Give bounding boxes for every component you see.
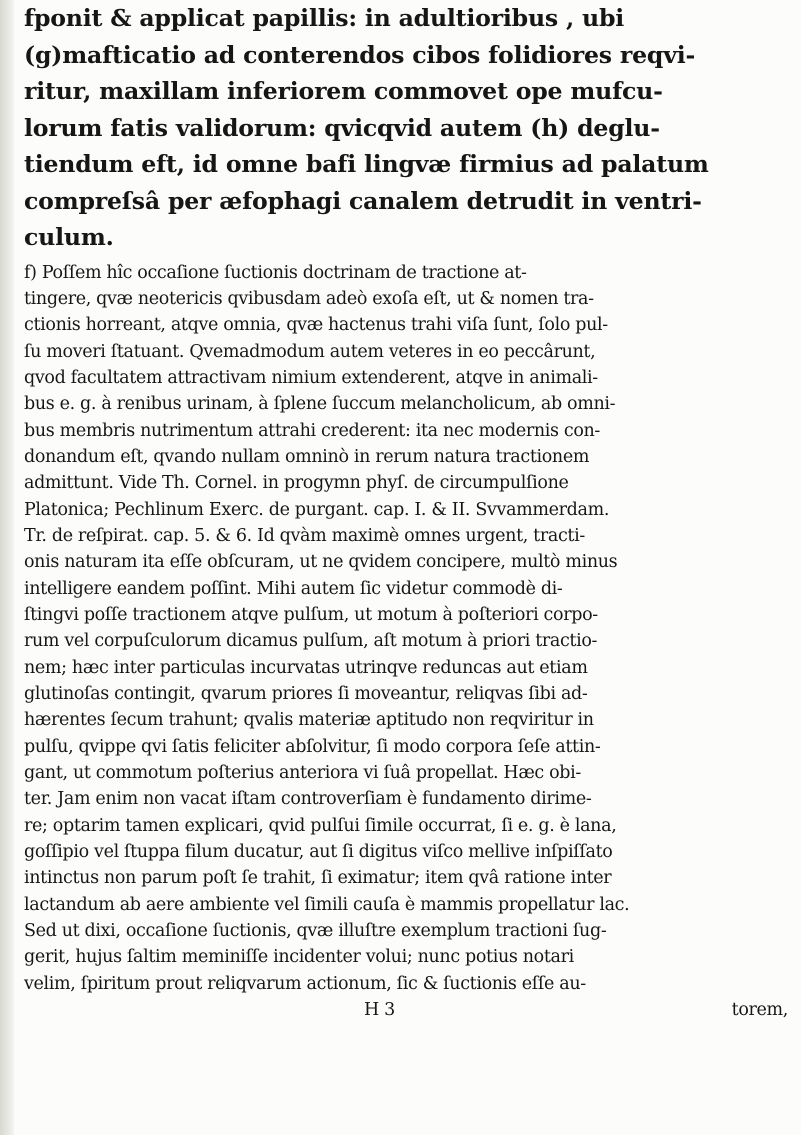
footnote-line: bus e. g. à renibus urinam, à ſplene ſuccum melancholicum, ab omni- xyxy=(24,394,616,415)
footnote-line: onis naturam ita eſſe obſcuram, ut ne qvidem concipere, multò minus xyxy=(24,552,618,573)
main-line: tiendum eft, id omne bafi lingvæ firmius ad palatum xyxy=(24,150,709,178)
footnote-line: re; optarim tamen explicari, qvid pulſui ſimile occurrat, ſi e. g. è lana, xyxy=(24,815,617,836)
footnote-line: Tr. de reſpirat. cap. 5. & 6. Id qvàm maximè omnes urgent, tracti- xyxy=(24,525,585,546)
footnote-line: ſu moveri ſtatuant. Qvemadmodum autem veteres in eo peccârunt, xyxy=(24,341,596,362)
footnote-line: hærentes ſecum trahunt; qvalis materiæ aptitudo non reqviritur in xyxy=(24,710,594,731)
footnote-line: nem; hæc inter particulas incurvatas utrinqve reduncas aut etiam xyxy=(24,657,588,678)
page-gutter-shadow xyxy=(0,0,14,1135)
footnote-line: tingere, qvæ neotericis qvibusdam adeò exoſa eſt, ut & nomen tra- xyxy=(24,288,594,309)
footnote-line: Platonica; Pechlinum Exerc. de purgant. cap. I. & II. Svvammerdam. xyxy=(24,499,610,520)
footnote-line: f) Poſſem hîc occaſione ſuctionis doctrinam de tractione at- xyxy=(24,262,527,283)
main-line: fponit & applicat papillis: in adultioribus , ubi xyxy=(24,4,625,32)
footnote-line: ter. Jam enim non vacat iſtam controverſiam è fundamento dirime- xyxy=(24,789,592,810)
footnote-line: ctionis horreant, atqve omnia, qvæ hactenus trahi viſa ſunt, ſolo pul- xyxy=(24,315,608,336)
main-line: compreſsâ per æfophagi canalem detrudit in ventri- xyxy=(24,186,702,215)
footnote-line: donandum eſt, qvando nullam omninò in rerum natura tractionem xyxy=(24,446,590,467)
catchword: torem, xyxy=(731,1000,788,1021)
footnote-line: ſtingvi poſſe tractionem atqve pulſum, ut motum à poſteriori corpo- xyxy=(24,604,598,625)
footnote-line: admittunt. Vide Th. Cornel. in progymn phyſ. de circumpulſione xyxy=(24,473,569,494)
footnote-paragraph xyxy=(14,260,794,1024)
footnote-line: gerit, hujus ſaltim meminiſſe incidenter volui; nunc potius notari xyxy=(24,947,574,968)
footnote-line: velim, ſpiritum prout reliqvarum actionum, ſic & ſuctionis eſſe au- xyxy=(24,973,586,994)
page-footer-line xyxy=(14,997,794,1023)
footnote-line: lactandum ab aere ambiente vel ſimili cauſa è mammis propellatur lac. xyxy=(24,894,630,915)
main-line: lorum fatis validorum: qvicqvid autem (h) deglu- xyxy=(24,113,660,142)
footnote-line: Sed ut dixi, occaſione ſuctionis, qvæ illuſtre exemplum tractioni ſug- xyxy=(24,921,607,942)
main-line: ritur, maxillam inferiorem commovet ope mufcu- xyxy=(24,77,663,105)
footnote-line: gant, ut commotum poſterius anteriora vi ſuâ propellat. Hæc obi- xyxy=(24,763,581,784)
main-line: culum. xyxy=(24,223,114,251)
footnote-line: intinctus non parum poſt ſe trahit, ſi eximatur; item qvâ ratione inter xyxy=(24,868,612,889)
main-paragraph xyxy=(14,0,794,256)
footnote-line: pulſu, qvippe qvi ſatis feliciter abſolvitur, ſi modo corpora ſeſe attin- xyxy=(24,736,601,757)
footnote-line: glutinoſas contingit, qvarum priores ſi moveantur, reliqvas ſibi ad- xyxy=(24,684,588,704)
footnote-line: goſſipio vel ſtuppa filum ducatur, aut ſi digitus viſco mellive inſpiſſato xyxy=(24,842,613,863)
main-line: (g)mafticatio ad conterendos cibos folidiores reqvi- xyxy=(24,40,696,69)
footnote-line: qvod facultatem attractivam nimium extenderent, atqve in animali- xyxy=(24,367,598,388)
footnote-line: intelligere eandem poſſint. Mihi autem ſic videtur commodè di- xyxy=(24,578,563,599)
footnote-line: bus membris nutrimentum attrahi crederent: ita nec modernis con- xyxy=(24,420,600,441)
footnote-line: rum vel corpuſculorum dicamus pulſum, aſt motum à priori tractio- xyxy=(24,631,598,652)
page-text xyxy=(14,0,794,1023)
signature-mark: H 3 xyxy=(364,1000,395,1021)
